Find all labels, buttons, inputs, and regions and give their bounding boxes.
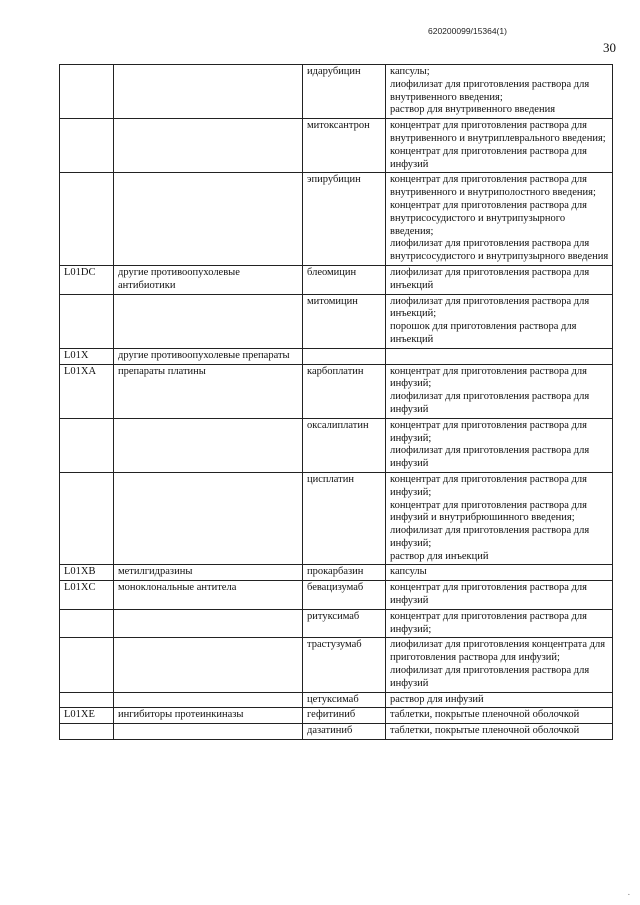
atc-code-cell — [60, 609, 114, 638]
drug-name-cell: дазатиниб — [303, 724, 386, 740]
table-row — [60, 265, 613, 294]
group-name-cell — [114, 65, 303, 119]
table-row — [60, 472, 613, 565]
drug-name-cell: трастузумаб — [303, 638, 386, 692]
atc-code-cell: L01XB — [60, 565, 114, 581]
group-name-cell — [114, 724, 303, 740]
dosage-form: лиофилизат для приготовления раствора для внутривенного введения; — [390, 78, 590, 103]
group-name-cell — [114, 418, 303, 472]
table-row — [60, 708, 613, 724]
group-name-cell: препараты платины — [114, 364, 303, 418]
drug-name-cell — [303, 348, 386, 364]
drug-name-cell: ритуксимаб — [303, 609, 386, 638]
dosage-form: лиофилизат для приготовления раствора для инъекций — [390, 266, 590, 291]
dosage-form: капсулы; — [390, 66, 430, 77]
atc-code-cell: L01XA — [60, 364, 114, 418]
drug-table-body — [60, 65, 613, 740]
atc-code-cell: L01XC — [60, 581, 114, 610]
dosage-form: раствор для инфузий — [390, 693, 484, 705]
drug-name-cell: митомицин — [303, 294, 386, 348]
atc-code-cell — [60, 638, 114, 692]
group-name-cell: другие противоопухолевые антибиотики — [114, 265, 303, 294]
dosage-form: концентрат для приготовления раствора для инфузий; — [390, 473, 587, 498]
dosage-form: порошок для приготовления раствора для инъекций — [390, 321, 577, 345]
dosage-forms-cell — [386, 609, 613, 638]
dosage-form: лиофилизат для приготовления раствора для инфузий — [390, 445, 590, 470]
dosage-form: таблетки, покрытые пленочной оболочкой — [390, 725, 580, 737]
drug-name-cell: бевацизумаб — [303, 581, 386, 610]
drug-name-cell: цисплатин — [303, 472, 386, 565]
dosage-form: концентрат для приготовления раствора для инфузий — [390, 145, 587, 170]
drug-name-cell: гефитиниб — [303, 708, 386, 724]
atc-code-cell: L01DC — [60, 265, 114, 294]
atc-code-cell: L01X — [60, 348, 114, 364]
dosage-forms-cell — [386, 173, 613, 266]
drug-name-cell: карбоплатин — [303, 364, 386, 418]
dosage-form: таблетки, покрытые пленочной оболочкой — [390, 709, 580, 721]
dosage-forms-cell — [386, 265, 613, 294]
dosage-forms-cell — [386, 692, 613, 708]
dosage-form: раствор для инъекций — [390, 550, 489, 562]
table-row — [60, 119, 613, 173]
drug-name-cell: цетуксимаб — [303, 692, 386, 708]
group-name-cell: другие противоопухолевые препараты — [114, 348, 303, 364]
drug-name-cell: блеомицин — [303, 265, 386, 294]
dosage-form: лиофилизат для приготовления раствора для инъекций; — [390, 295, 590, 320]
dosage-form: лиофилизат для приготовления раствора для инфузий; — [390, 525, 590, 549]
group-name-cell: метилгидразины — [114, 565, 303, 581]
atc-code-cell — [60, 724, 114, 740]
dosage-form: концентрат для приготовления раствора для инфузий и внутрибрюшинного введения; — [390, 499, 587, 524]
dosage-form: концентрат для приготовления раствора для инфузий — [390, 582, 587, 607]
table-row — [60, 364, 613, 418]
dosage-form: лиофилизат для приготовления раствора для инфузий — [390, 665, 590, 689]
document-id: 620200099/15364(1) — [428, 26, 507, 36]
dosage-form: концентрат для приготовления раствора для инфузий; — [390, 419, 587, 444]
drug-table — [59, 64, 613, 740]
group-name-cell — [114, 173, 303, 266]
group-name-cell — [114, 692, 303, 708]
group-name-cell — [114, 472, 303, 565]
dosage-forms-cell — [386, 472, 613, 565]
dosage-form: раствор для внутривенного введения — [390, 104, 556, 116]
page-number: 30 — [603, 40, 616, 55]
dosage-forms-cell — [386, 708, 613, 724]
group-name-cell — [114, 119, 303, 173]
drug-name-cell: эпирубицин — [303, 173, 386, 266]
atc-code-cell — [60, 294, 114, 348]
table-row — [60, 609, 613, 638]
dosage-forms-cell — [386, 638, 613, 692]
dosage-forms-cell — [386, 364, 613, 418]
dosage-forms-cell — [386, 565, 613, 581]
table-row — [60, 173, 613, 266]
table-row — [60, 348, 613, 364]
table-row — [60, 294, 613, 348]
group-name-cell — [114, 638, 303, 692]
table-row — [60, 65, 613, 119]
drug-name-cell: оксалиплатин — [303, 418, 386, 472]
table-row — [60, 418, 613, 472]
atc-code-cell: L01XE — [60, 708, 114, 724]
table-row — [60, 581, 613, 610]
table-row — [60, 565, 613, 581]
dosage-forms-cell — [386, 581, 613, 610]
atc-code-cell — [60, 472, 114, 565]
atc-code-cell — [60, 119, 114, 173]
dosage-form: лиофилизат для приготовления концентрата для приготовления раствора для инфузий; — [390, 639, 606, 664]
drug-name-cell: идарубицин — [303, 65, 386, 119]
dosage-form: концентрат для приготовления раствора для внутривенного и внутриплеврального введения; — [390, 120, 606, 144]
table-row — [60, 724, 613, 740]
dosage-forms-cell — [386, 294, 613, 348]
dosage-form: концентрат для приготовления раствора для инфузий; — [390, 610, 587, 635]
dosage-form: лиофилизат для приготовления раствора для инфузий — [390, 391, 590, 415]
atc-code-cell — [60, 173, 114, 266]
atc-code-cell — [60, 418, 114, 472]
dosage-form: капсулы — [390, 566, 427, 578]
dosage-forms-cell — [386, 65, 613, 119]
group-name-cell: ингибиторы протеинкиназы — [114, 708, 303, 724]
dosage-form: концентрат для приготовления раствора для внутривенного и внутриполостного введения; — [390, 174, 596, 199]
dosage-form: концентрат для приготовления раствора для инфузий; — [390, 365, 587, 390]
group-name-cell — [114, 609, 303, 638]
table-row — [60, 638, 613, 692]
group-name-cell — [114, 294, 303, 348]
atc-code-cell — [60, 65, 114, 119]
dosage-forms-cell — [386, 119, 613, 173]
dosage-forms-cell — [386, 418, 613, 472]
atc-code-cell — [60, 692, 114, 708]
corner-mark: . — [627, 887, 630, 897]
dosage-forms-cell — [386, 724, 613, 740]
dosage-form: концентрат для приготовления раствора для внутрисосудистого и внутрипузырного введения; — [390, 199, 587, 237]
group-name-cell: моноклональные антитела — [114, 581, 303, 610]
dosage-forms-cell — [386, 348, 613, 364]
dosage-form: лиофилизат для приготовления раствора для внутрисосудистого и внутрипузырного введения — [390, 238, 609, 263]
table-row — [60, 692, 613, 708]
drug-name-cell: прокарбазин — [303, 565, 386, 581]
drug-name-cell: митоксантрон — [303, 119, 386, 173]
